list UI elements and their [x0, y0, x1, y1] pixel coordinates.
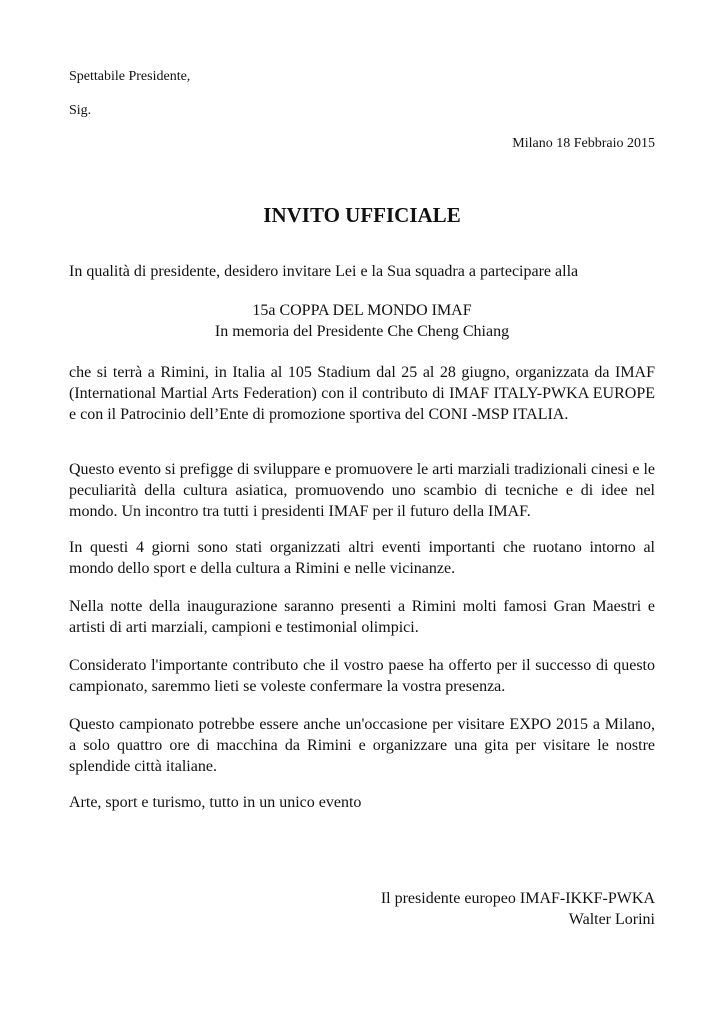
event-memorial: In memoria del Presidente Che Cheng Chiang [214, 323, 510, 340]
event-name: 15a COPPA DEL MONDO IMAF [252, 302, 472, 319]
letter-title: INVITO UFFICIALE [263, 203, 461, 227]
paragraph-closing: Arte, sport e turismo, tutto in un unico evento [69, 794, 362, 811]
paragraph-purpose: Questo evento si prefigge di sviluppare e promuovere le arti marziali tradizionali cinesi e le peculiarità della cultura asiatica, promuovendo uno scambio di tecniche e di idee nel mondo. Un incontro tra tutti i presidenti IMAF per il futuro della IMAF. [69, 461, 655, 520]
letter-date: Milano 18 Febbraio 2015 [512, 136, 655, 151]
paragraph-event-details: che si terrà a Rimini, in Italia al 105 Stadium dal 25 al 28 giugno, organizzata da IMAF (International Martial Arts Federation) con il contributo di IMAF ITALY-PWKA EUROPE e con il Patrocinio dell’Ente di promozione sportiva del CONI -MSP ITALIA. [69, 364, 655, 423]
signature-role: Il presidente europeo IMAF-IKKF-PWKA [380, 890, 655, 907]
paragraph-expo: Questo campionato potrebbe essere anche un'occasione per visitare EXPO 2015 a Milano, a solo quattro ore di macchina da Rimini e organizzare una gita per visitare le nostre splendide città italiane. [69, 716, 655, 775]
salutation-line: Spettabile Presidente, [69, 69, 191, 84]
signature-name: Walter Lorini [568, 911, 655, 928]
paragraph-inauguration: Nella notte della inaugurazione saranno presenti a Rimini molti famosi Gran Maestri e artisti di arti marziali, campioni e testimonial olimpici. [69, 598, 655, 636]
paragraph-confirmation: Considerato l'importante contributo che il vostro paese ha offerto per il successo di questo campionato, saremmo lieti se voleste confermare la vostra presenza. [69, 657, 655, 695]
paragraph-other-events: In questi 4 giorni sono stati organizzati altri eventi importanti che ruotano intorno al mondo dello sport e della cultura a Rimini e nelle vicinanze. [69, 539, 655, 577]
salutation-name-line: Sig. [69, 103, 92, 118]
intro-sentence: In qualità di presidente, desidero invitare Lei e la Sua squadra a partecipare alla [69, 263, 579, 280]
